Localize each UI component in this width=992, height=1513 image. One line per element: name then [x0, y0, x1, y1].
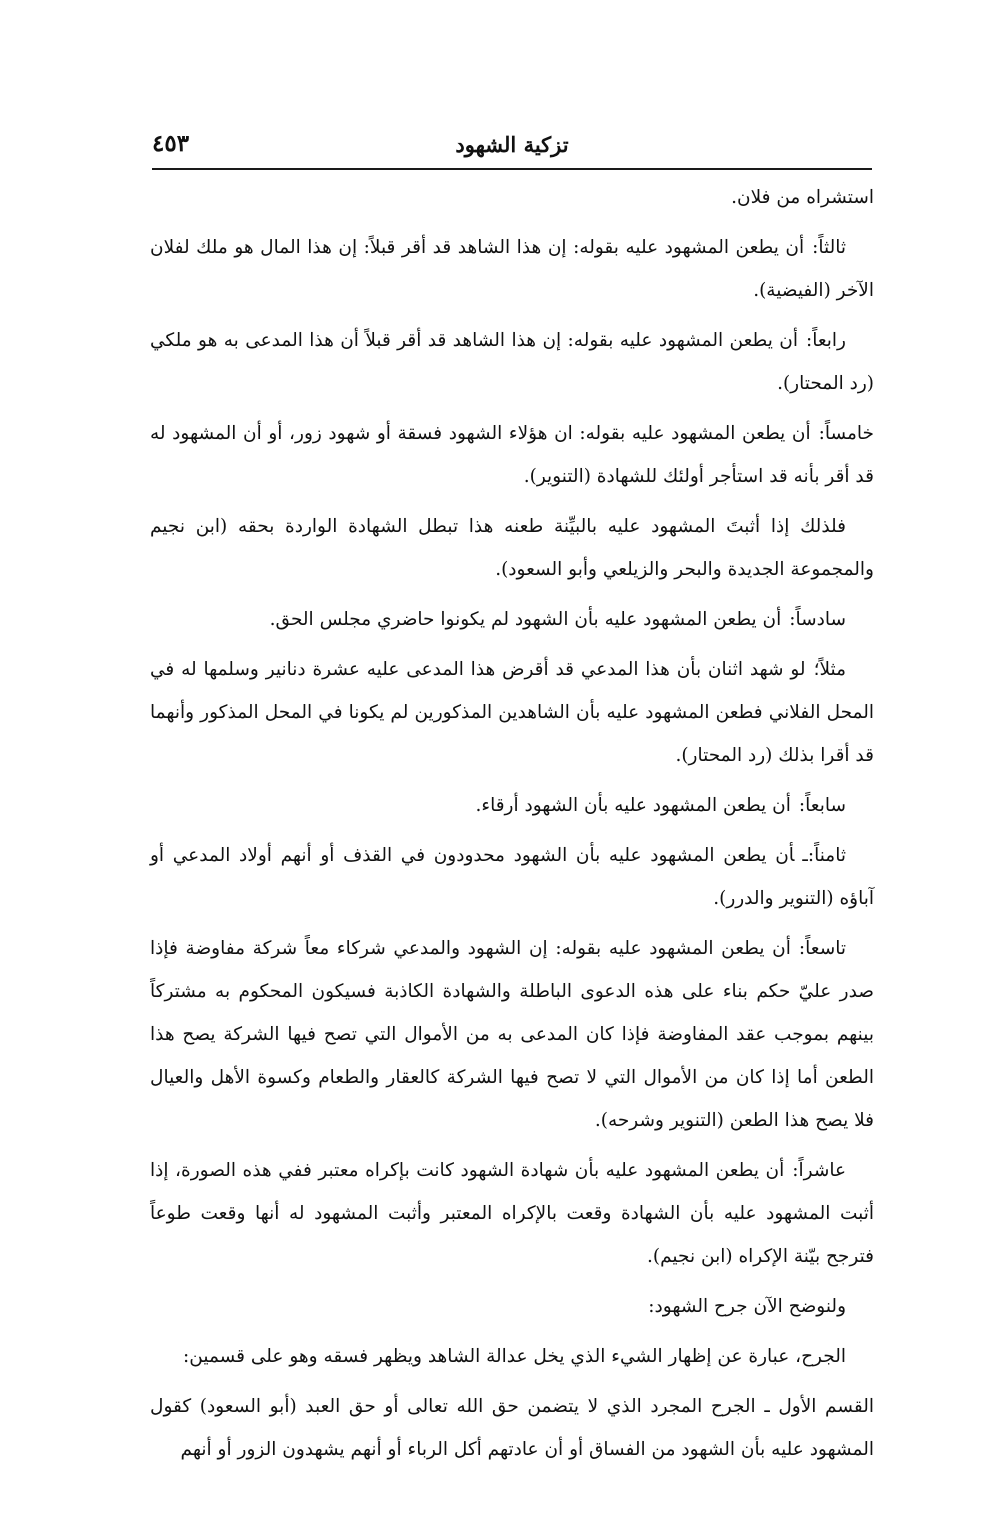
paragraph-text: أن يطعن المشهود عليه بقوله: إن هذا الشاهد قد أقر قبلاً أن هذا المدعى به هو ملكي (رد المحتار).: [150, 330, 874, 394]
paragraph-text: استشراه من فلان.: [731, 187, 874, 208]
paragraph-text: أن يطعن المشهود عليه بقوله: إن الشهود والمدعي شركاء معاً شركة مفاوضة فإذا صدر عليّ حكم بناء على هذه الدعوى الباطلة والشهادة الكاذبة فسيكون المحكوم به مشتركاً بينهم بموجب عقد المفاوضة فإذا كان المدعى به من الأموال التي تصح فيها الشركة يصح هذا الطعن أما إذا كان من الأموال التي لا تصح فيها الشركة كالعقار والطعام وكسوة الأهل والعيال فلا يصح هذا الطعن (التنوير وشرحه).: [150, 938, 874, 1131]
paragraph-text: ولنوضح الآن جرح الشهود:: [648, 1296, 846, 1317]
paragraph: [150, 784, 874, 827]
page-number: ٤٥٣: [152, 130, 190, 157]
paragraph-lead: خامساً:: [818, 423, 874, 444]
paragraph-lead: رابعاً:: [805, 330, 846, 351]
paragraph: [150, 176, 874, 219]
paragraph-lead: مثلاً؛: [813, 659, 846, 680]
paragraph-text: أن يطعن المشهود عليه بقوله: ان هؤلاء الشهود فسقة أو شهود زور، أو أن المشهود له قد أقر بأنه قد استأجر أولئك للشهادة (التنوير).: [150, 423, 874, 487]
paragraph-lead: ثالثاً:: [812, 237, 846, 258]
paragraph-text: الجرح، عبارة عن إظهار الشيء الذي يخل عدالة الشاهد ويظهر فسقه وهو على قسمين:: [183, 1346, 846, 1367]
paragraph-text: القسم الأول ـ الجرح المجرد الذي لا يتضمن حق الله تعالى أو حق العبد (أبو السعود) كقول المشهود عليه بأن الشهود من الفساق أو أن عادتهم أكل الرباء أو أنهم يشهدون الزور أو أنهم: [150, 1396, 874, 1460]
running-title: تزكية الشهود: [455, 132, 569, 157]
paragraph: [150, 927, 874, 1142]
paragraph: [150, 598, 874, 641]
paragraph: [150, 505, 874, 591]
paragraph-text: أن يطعن المشهود عليه بأن الشهود لم يكونوا حاضري مجلس الحق.: [269, 609, 782, 630]
paragraph: [150, 1285, 874, 1328]
paragraph-text: أن يطعن المشهود عليه بأن الشهود أرقاء.: [475, 795, 791, 816]
paragraph: [150, 226, 874, 312]
paragraph-lead: سابعاً:: [798, 795, 846, 816]
paragraph-text: أن يطعن المشهود عليه بأن شهادة الشهود كانت بإكراه معتبر ففي هذه الصورة، إذا أثبت المشهود عليه بأن الشهادة وقعت بالإكراه المعتبر وأثبت المشهود له أنها وقعت طوعاً فترجح بيّنة الإكراه (ابن نجيم).: [150, 1160, 874, 1267]
paragraph-text: فلذلك إذا أثبتَ المشهود عليه بالبيِّنة طعنه هذا تبطل الشهادة الواردة بحقه (ابن نجيم والمجموعة الجديدة والبحر والزيلعي وأبو السعود).: [150, 516, 874, 580]
paragraph: [150, 648, 874, 777]
paragraph: [150, 1149, 874, 1278]
paragraph-text: أن يطعن المشهود عليه بأن الشهود محدودون في القذف أو أنهم أولاد المدعي أو آباؤه (التنوير والدرر).: [150, 845, 874, 909]
body-text: [150, 176, 874, 1478]
paragraph-lead: تاسعاً:: [798, 938, 846, 959]
paragraph: [150, 834, 874, 920]
paragraph-text: أن يطعن المشهود عليه بقوله: إن هذا الشاهد قد أقر قبلاً: إن هذا المال هو ملك لفلان الآخر (الفيضية).: [150, 237, 874, 301]
paragraph-text: لو شهد اثنان بأن هذا المدعي قد أقرض هذا المدعى عليه عشرة دنانير وسلمها له في المحل الفلاني فطعن المشهود عليه بأن الشاهدين المذكورين لم يكونا في المحل المذكور وأنهما قد أقرا بذلك (رد المحتار).: [150, 659, 874, 766]
paragraph: [150, 1385, 874, 1471]
paragraph: [150, 319, 874, 405]
paragraph: [150, 412, 874, 498]
paragraph-lead: ثامناً:ـ: [802, 845, 846, 866]
paragraph-lead: سادساً:: [789, 609, 846, 630]
paragraph: [150, 1335, 874, 1378]
page-header: [152, 128, 872, 170]
paragraph-lead: عاشراً:: [792, 1160, 846, 1181]
